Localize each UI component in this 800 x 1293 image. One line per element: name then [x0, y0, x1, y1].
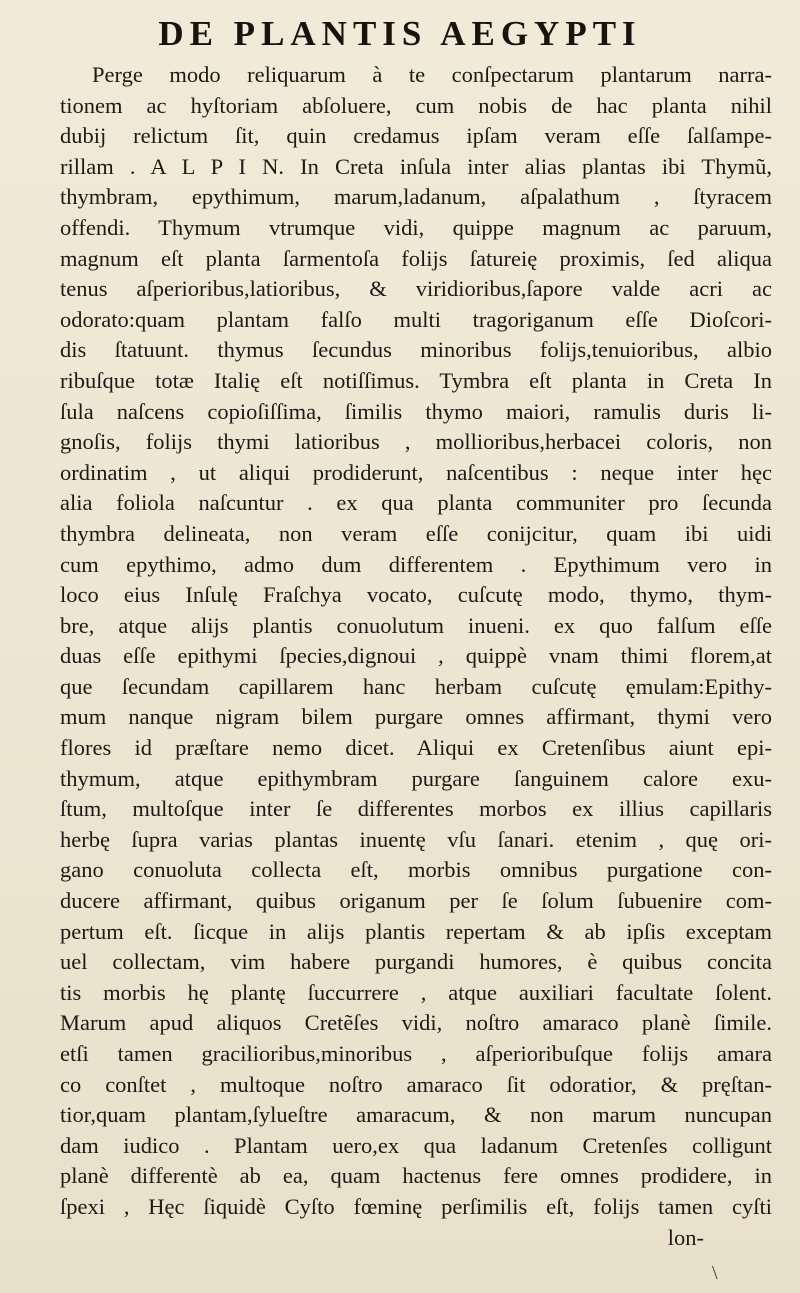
text-line: bre, atque alijs plantis conuolutum inueni. ex quo falſum eſſe	[60, 612, 772, 638]
text-line: thymbram, epythimum, marum,ladanum, aſpalathum , ſtyracem	[60, 184, 772, 210]
text-line: odorato:quam plantam falſo multi tragoriganum eſſe Dioſcori-	[60, 306, 772, 332]
text-line: Perge modo reliquarum à te conſpectarum plantarum narra-	[92, 62, 772, 87]
text-line: uel collectam, vim habere purgandi humores, è quibus concita	[60, 949, 772, 975]
running-header: DE PLANTIS AEGYPTI	[158, 14, 642, 53]
text-line: dam iudico . Plantam uero,ex qua ladanum Cretenſes colligunt	[60, 1132, 772, 1158]
text-line: thymbra delineata, non veram eſſe conijcitur, quam ibi uidi	[60, 520, 772, 546]
text-line: tis morbis hę plantę ſuccurrere , atque auxiliari facultate ſolent.	[60, 979, 772, 1005]
text-line: ſula naſcens copioſiſſima, ſimilis thymo maiori, ramulis duris li-	[60, 398, 772, 424]
text-line: ſpexi , Hęc ſiquidè Cyſto fœminę perſimilis eſt, folijs tamen cyſti	[60, 1193, 772, 1219]
text-line: gano conuoluta collecta eſt, morbis omnibus purgatione con-	[60, 857, 772, 883]
text-line: rillam . A L P I N. In Creta inſula inter alias plantas ibi Thymũ,	[60, 153, 772, 179]
text-line: ducere affirmant, quibus origanum per ſe ſolum ſubuenire com-	[60, 888, 772, 914]
text-line: thymum, atque epithymbram purgare ſanguinem calore exu-	[60, 765, 772, 791]
text-line: ſtum, multoſque inter ſe differentes morbos ex illius capillaris	[60, 796, 772, 822]
text-line: loco eius Inſulę Fraſchya vocato, cuſcutę modo, thymo, thym-	[60, 582, 772, 608]
catchword: lon-	[667, 1224, 704, 1250]
text-line: etſi tamen gracilioribus,minoribus , aſperioribuſque folijs amara	[60, 1041, 772, 1066]
text-line: ribuſque totæ Italię eſt notiſſimus. Tymbra eſt planta in Creta In	[60, 367, 772, 393]
text-line: planè differentè ab ea, quam hactenus fere omnes prodidere, in	[60, 1163, 772, 1189]
text-line: mum nanque nigram bilem purgare omnes affirmant, thymi vero	[60, 704, 772, 730]
text-line: tionem ac hyſtoriam abſoluere, cum nobis de hac planta nihil	[60, 92, 772, 118]
footer-mark: \	[712, 1262, 718, 1284]
text-line: ordinatim , ut aliqui prodiderunt, naſcentibus : neque inter hęc	[60, 459, 772, 485]
text-line: que ſecundam capillarem hanc herbam cuſcutę ęmulam:Epithy-	[60, 673, 772, 699]
text-line: magnum eſt planta ſarmentoſa folijs ſatureię proximis, ſed aliqua	[60, 245, 772, 271]
body-text	[60, 60, 772, 1253]
text-line: tior,quam plantam,ſylueſtre amaracum, & non marum nuncupan	[60, 1102, 772, 1128]
text-line: pertum eſt. ſicque in alijs plantis repertam & ab ipſis exceptam	[60, 918, 772, 944]
text-line: dis ſtatuunt. thymus ſecundus minoribus folijs,tenuioribus, albio	[60, 337, 772, 363]
text-line: flores id præſtare nemo dicet. Aliqui ex Cretenſibus aiunt epi-	[60, 735, 772, 761]
text-line: gnoſis, folijs thymi latioribus , mollioribus,herbacei coloris, non	[60, 429, 772, 455]
text-line: herbę ſupra varias plantas inuentę vſu ſanari. etenim , quę ori-	[60, 826, 772, 852]
text-line: co conſtet , multoque noſtro amaraco ſit odoratior, & pręſtan-	[60, 1071, 772, 1097]
text-line: alia foliola naſcuntur . ex qua planta communiter pro ſecunda	[60, 490, 772, 516]
text-line: cum epythimo, admo dum differentem . Epythimum vero in	[60, 551, 772, 577]
text-line: duas eſſe epithymi ſpecies,dignoui , quippè vnam thimi florem,at	[60, 643, 772, 669]
text-line: Marum apud aliquos Cretẽſes vidi, noſtro amaraco planè ſimile.	[60, 1010, 772, 1036]
text-line: offendi. Thymum vtrumque vidi, quippe magnum ac paruum,	[60, 214, 772, 240]
text-line: dubij relictum ſit, quin credamus ipſam veram eſſe ſalſampe-	[60, 123, 772, 149]
text-line: tenus aſperioribus,latioribus, & viridioribus,ſapore valde acri ac	[60, 276, 772, 302]
